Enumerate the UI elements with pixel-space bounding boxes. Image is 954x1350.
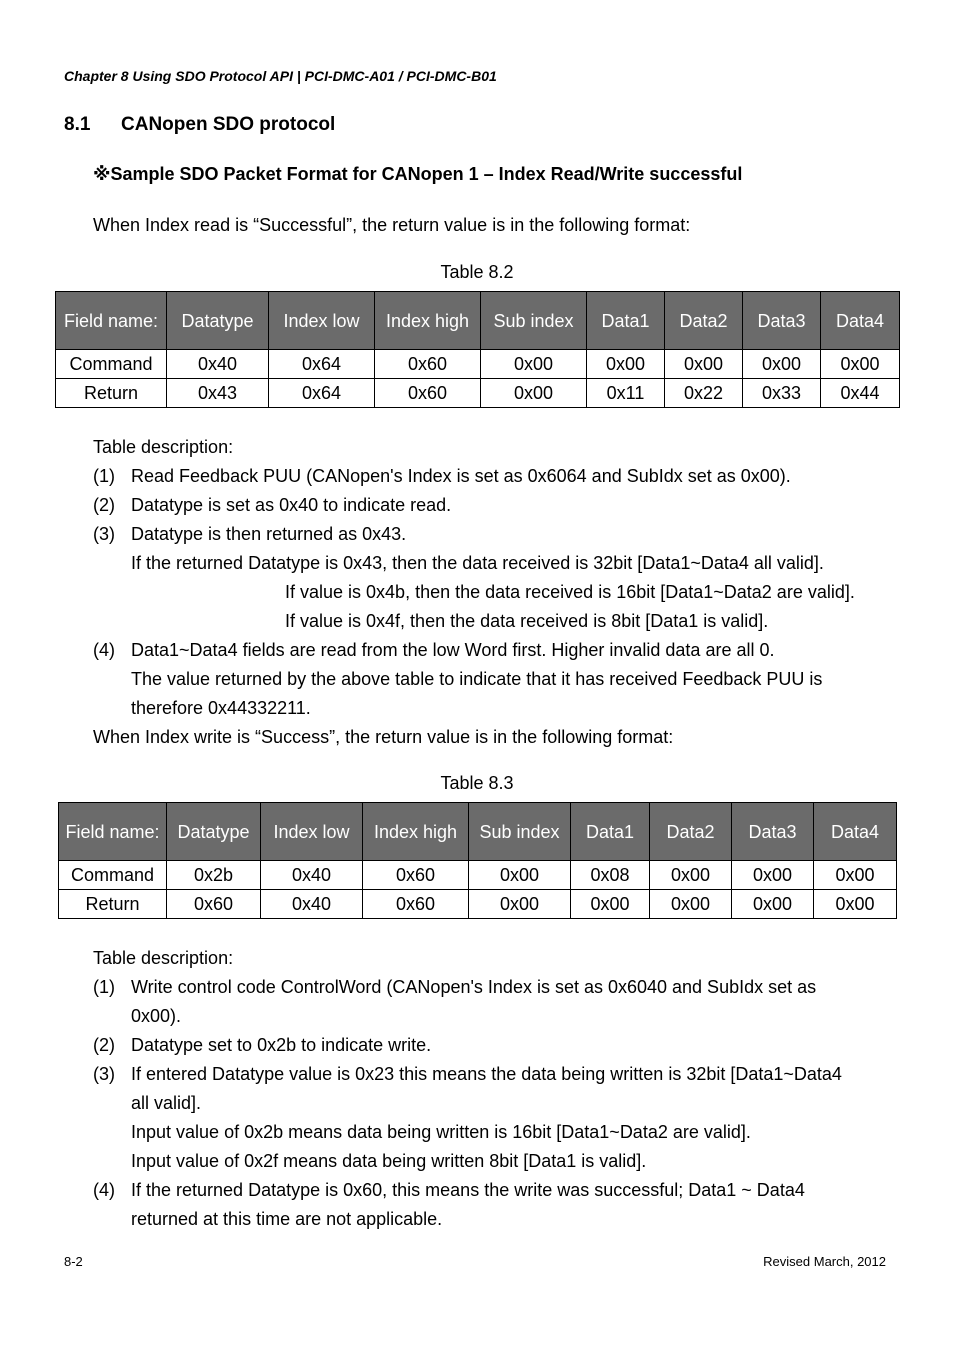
item-number: (3): [93, 524, 115, 544]
item-continuation: If the returned Datatype is 0x43, then the data received is 32bit [Data1~Data4 all valid].: [131, 553, 824, 573]
table-row: [56, 379, 900, 408]
table-cell: 0x00: [732, 861, 814, 890]
section-title-text: CANopen SDO protocol: [121, 114, 336, 135]
table-cell: 0x00: [821, 350, 900, 379]
item-text: Datatype set to 0x2b to indicate write.: [131, 1035, 432, 1055]
table1-header-cell: Sub index: [481, 292, 587, 350]
table1-description: [93, 433, 903, 752]
item-text: If the returned Datatype is 0x60, this means the write was successful; Data1 ~ Data4: [131, 1180, 805, 1200]
table-cell: 0x00: [650, 861, 732, 890]
subheading: ※Sample SDO Packet Format for CANopen 1 – Index Read/Write successful: [93, 164, 743, 184]
table2-header-cell: Data4: [814, 803, 897, 861]
table2-header-cell: Datatype: [167, 803, 261, 861]
table1-header-cell: Data1: [587, 292, 665, 350]
item-continuation: Input value of 0x2f means data being written 8bit [Data1 is valid].: [131, 1151, 647, 1171]
table2-header-cell: Data1: [571, 803, 650, 861]
item-number: (3): [93, 1064, 115, 1084]
table1-header-row: [56, 292, 900, 350]
table2-description: [93, 944, 903, 1234]
running-head: Chapter 8 Using SDO Protocol API | PCI-DMC-A01 / PCI-DMC-B01: [64, 68, 497, 84]
table-cell: 0x00: [587, 350, 665, 379]
table2-header-cell: Index high: [363, 803, 469, 861]
table-cell: 0x60: [375, 379, 481, 408]
item-text: Datatype is set as 0x40 to indicate read.: [131, 495, 452, 515]
list-item: [93, 1060, 903, 1089]
table-cell: 0x60: [363, 861, 469, 890]
item-number: (1): [93, 466, 115, 486]
page-number: 8-2: [64, 1254, 83, 1269]
table-cell: 0x00: [665, 350, 743, 379]
table-cell: 0x64: [269, 350, 375, 379]
table2-caption: Table 8.3: [440, 773, 514, 793]
table2-header-row: [59, 803, 897, 861]
table-row: [56, 350, 900, 379]
table-cell: 0x00: [571, 890, 650, 919]
write-intro: When Index write is “Success”, the return value is in the following format:: [93, 727, 674, 747]
table-cell: 0x00: [814, 861, 897, 890]
item-text: Write control code ControlWord (CANopen's Index is set as 0x6040 and SubIdx set as: [131, 977, 817, 997]
item-continuation: 0x00).: [131, 1006, 182, 1026]
table-cell: Command: [59, 861, 167, 890]
table2-header-cell: Index low: [261, 803, 363, 861]
table-cell: 0x08: [571, 861, 650, 890]
table-cell: 0x00: [814, 890, 897, 919]
table2-header-cell: Field name:: [59, 803, 167, 861]
table-cell: Return: [56, 379, 167, 408]
description-label: Table description:: [93, 437, 234, 457]
table1-header-cell: Datatype: [167, 292, 269, 350]
table-cell: Command: [56, 350, 167, 379]
table-cell: 0x40: [261, 861, 363, 890]
section-number: 8.1: [64, 114, 91, 135]
list-item: [93, 1176, 903, 1205]
table-row: [59, 890, 897, 919]
table1-header-cell: Index low: [269, 292, 375, 350]
list-item: [93, 973, 903, 1002]
table-cell: 0x60: [363, 890, 469, 919]
item-continuation: The value returned by the above table to indicate that it has received Feedback PUU is: [131, 669, 823, 689]
table-cell: 0x33: [743, 379, 821, 408]
table-cell: Return: [59, 890, 167, 919]
table-cell: 0x00: [732, 890, 814, 919]
item-continuation: returned at this time are not applicable.: [131, 1209, 443, 1229]
item-number: (2): [93, 495, 115, 515]
table1-header-cell: Field name:: [56, 292, 167, 350]
read-intro: When Index read is “Successful”, the return value is in the following format:: [93, 215, 691, 235]
list-item: [93, 1031, 903, 1060]
item-number: (4): [93, 640, 115, 660]
table-row: [59, 861, 897, 890]
list-item: [93, 520, 903, 549]
table2-header-cell: Data3: [732, 803, 814, 861]
table2-header-cell: Sub index: [469, 803, 571, 861]
item-text: If entered Datatype value is 0x23 this means the data being written is 32bit [Data1~Data4: [131, 1064, 842, 1084]
item-continuation: all valid].: [131, 1093, 202, 1113]
item-continuation: therefore 0x44332211.: [131, 698, 311, 718]
table-cell: 0x00: [469, 890, 571, 919]
item-number: (4): [93, 1180, 115, 1200]
table-cell: 0x40: [261, 890, 363, 919]
section-title: [64, 114, 335, 136]
table-cell: 0x43: [167, 379, 269, 408]
item-continuation: If value is 0x4b, then the data received is 16bit [Data1~Data2 are valid].: [285, 582, 855, 602]
table-cell: 0x44: [821, 379, 900, 408]
table-cell: 0x00: [481, 379, 587, 408]
table1-caption: Table 8.2: [440, 262, 514, 282]
table1-header-cell: Data3: [743, 292, 821, 350]
table-cell: 0x60: [167, 890, 261, 919]
list-item: [93, 636, 903, 665]
table-cell: 0x60: [375, 350, 481, 379]
item-continuation: Input value of 0x2b means data being written is 16bit [Data1~Data2 are valid].: [131, 1122, 751, 1142]
table-cell: 0x64: [269, 379, 375, 408]
revision-date: Revised March, 2012: [763, 1254, 886, 1269]
table-cell: 0x00: [650, 890, 732, 919]
list-item: [93, 491, 903, 520]
table-cell: 0x00: [469, 861, 571, 890]
table2-header-cell: Data2: [650, 803, 732, 861]
table1-header-cell: Data4: [821, 292, 900, 350]
table1-header-cell: Data2: [665, 292, 743, 350]
item-continuation: If value is 0x4f, then the data received is 8bit [Data1 is valid].: [285, 611, 769, 631]
description-label: Table description:: [93, 948, 234, 968]
table1-header-cell: Index high: [375, 292, 481, 350]
table-cell: 0x11: [587, 379, 665, 408]
list-item: [93, 462, 903, 491]
table-cell: 0x40: [167, 350, 269, 379]
table2: [58, 802, 897, 919]
table-cell: 0x00: [743, 350, 821, 379]
table1: [55, 291, 900, 408]
table-cell: 0x22: [665, 379, 743, 408]
table-cell: 0x2b: [167, 861, 261, 890]
item-number: (2): [93, 1035, 115, 1055]
item-number: (1): [93, 977, 115, 997]
item-text: Data1~Data4 fields are read from the low Word first. Higher invalid data are all 0.: [131, 640, 775, 660]
item-text: Datatype is then returned as 0x43.: [131, 524, 407, 544]
table-cell: 0x00: [481, 350, 587, 379]
item-text: Read Feedback PUU (CANopen's Index is set as 0x6064 and SubIdx set as 0x00).: [131, 466, 791, 486]
